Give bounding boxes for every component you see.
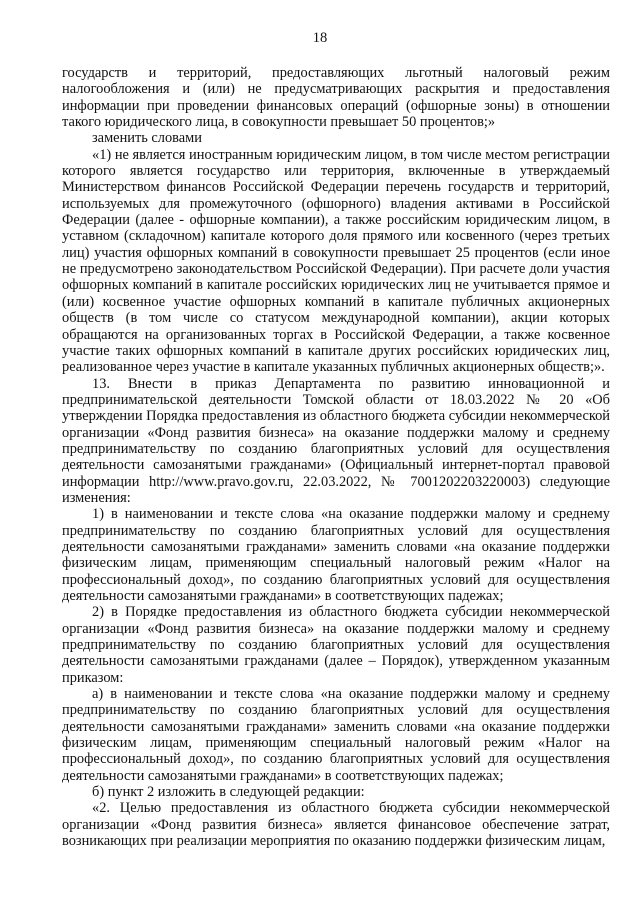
paragraph-sub-2: 2) в Порядке предоставления из областного бюджета субсидии некоммерческой организации «Фонд развития бизнеса» на оказание поддержки малому и среднему предпринимательству по созданию благоприятных условий для осуществления деятельности самозанятыми гражданами (далее – Порядок), утвержденном указанным приказом: [62, 604, 610, 686]
paragraph-continuation: государств и территорий, предоставляющих льготный налоговый режим налогообложения и (или) не предусматривающих раскрытия и предоставления информации при проведении финансовых операций (офшорные зоны) в отношении такого юридического лица, в совокупности превышает 50 процентов;» [62, 65, 610, 131]
paragraph-sub-b: б) пункт 2 изложить в следующей редакции: [92, 784, 365, 801]
paragraph-sub-1: 1) в наименовании и тексте слова «на оказание поддержки малому и среднему предпринимательству по созданию благоприятных условий для осуществления деятельности самозанятыми гражданами» заменить словами «на оказание поддержки физическим лицам, применяющим специальный налоговый режим «Налог на профессиональный доход», по созданию благоприятных условий для осуществления деятельности самозанятыми гражданами» в соответствующих падежах; [62, 506, 610, 604]
paragraph-sub-a: а) в наименовании и тексте слова «на оказание поддержки малому и среднему предпринимательству по созданию благоприятных условий для осуществления деятельности самозанятыми гражданами» заменить словами «на оказание поддержки физическим лицам, применяющим специальный налоговый режим «Налог на профессиональный доход», по созданию благоприятных условий для осуществления деятельности самозанятыми гражданами» в соответствующих падежах; [62, 686, 610, 784]
paragraph-item-1-new-text: «1) не является иностранным юридическим лицом, в том числе местом регистрации которого является государство или территория, включенные в утверждаемый Министерством финансов Российской Федерации перечень государств и территорий, используемых для промежуточного (офшорного) владения активами в Российской Федерации (далее - офшорные компании), а также российским юридическим лицом, в уставном (складочном) капитале которого доля прямого или косвенного (через третьих лиц) участия офшорных компаний в совокупности превышает 25 процентов (если иное не предусмотрено законодательством Российской Федерации). При расчете доли участия офшорных компаний в капитале российских юридических лиц не учитывается прямое и (или) косвенное участие офшорных компаний в капитале публичных акционерных обществ (в том числе со статусом международной компании), акции которых обращаются на организованных торгах в Российской Федерации, а также косвенное участие таких офшорных компаний в капитале других российских юридических лиц, реализованное через участие в капитале указанных публичных акционерных обществ;». [62, 146, 610, 376]
paragraph-section-13: 13. Внести в приказ Департамента по развитию инновационной и предпринимательской деятельности Томской области от 18.03.2022 № 20 «Об утверждении Порядка предоставления из областного бюджета субсидии некоммерческой организации «Фонд развития бизнеса» на оказание поддержки малому и среднему предпринимательству по созданию благоприятных условий для осуществления деятельности самозанятыми гражданами» (Официальный интернет-портал правовой информации http://www.pravo.gov.ru, 22.03.2022, № 7001202203220003) следующие изменения: [62, 375, 610, 506]
document-body [62, 65, 610, 850]
page-number: 18 [312, 30, 328, 46]
paragraph-point-2-text: «2. Целью предоставления из областного бюджета субсидии некоммерческой организации «Фонд развития бизнеса» является финансовое обеспечение затрат, возникающих при реализации мероприятия по оказанию поддержки физическим лицам, [62, 800, 610, 850]
paragraph-replace-with: заменить словами [92, 130, 202, 147]
